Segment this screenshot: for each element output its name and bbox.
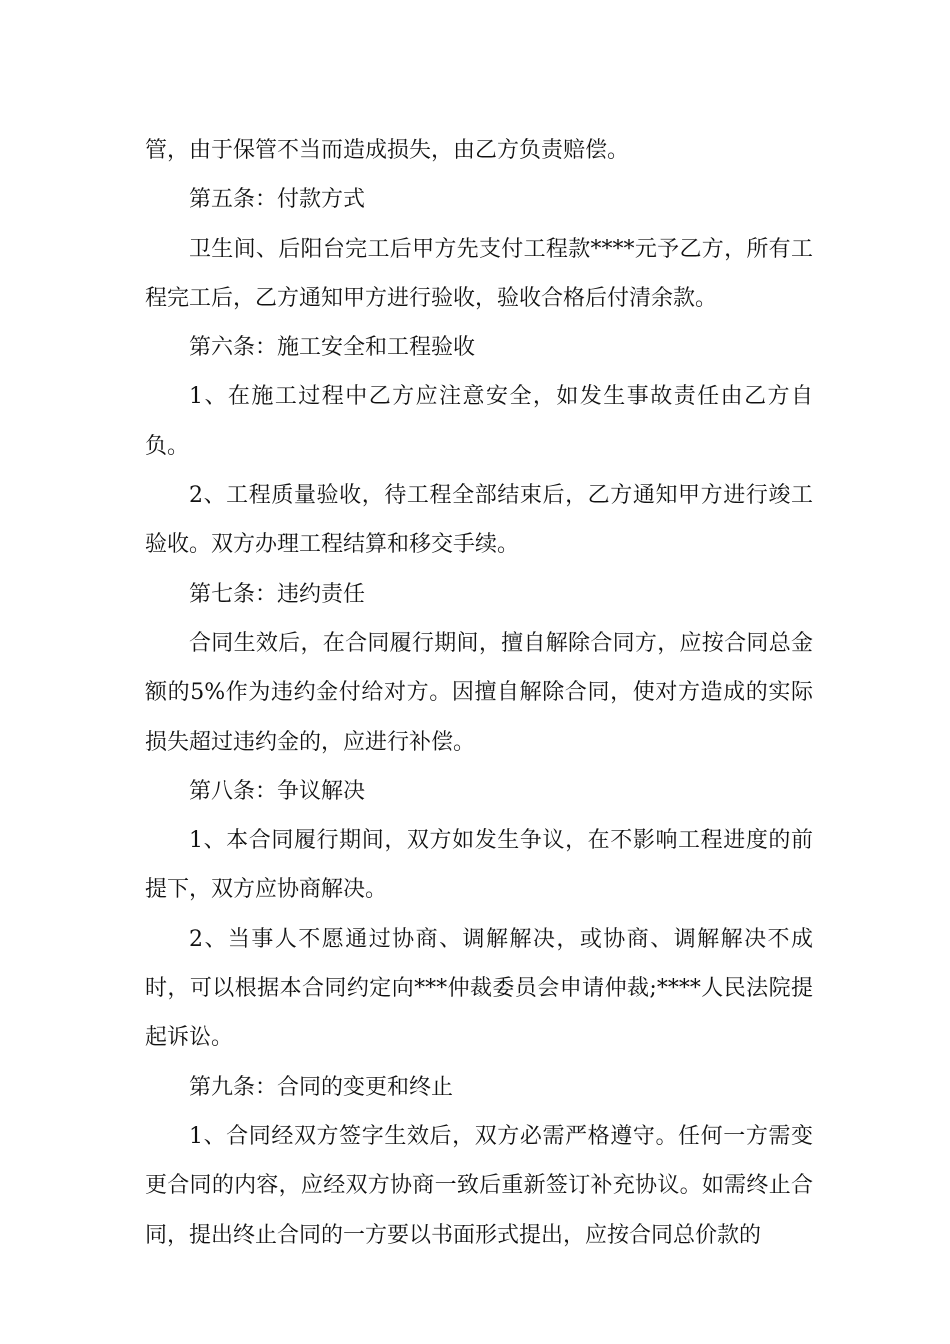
paragraph-acceptance-2: 2、工程质量验收，待工程全部结束后，乙方通知甲方进行竣工验收。双方办理工程结算和移交手续。 <box>145 483 813 558</box>
paragraph-continuation: 管，由于保管不当而造成损失，由乙方负责赔偿。 <box>145 138 630 163</box>
paragraph-dispute-2: 2、当事人不愿通过协商、调解解决，或协商、调解解决不成时，可以根据本合同约定向***仲裁委员会申请仲裁;****人民法院提起诉讼。 <box>145 926 813 1051</box>
section-heading-article-9: 第九条：合同的变更和终止 <box>189 1074 454 1100</box>
paragraph-change-termination-1: 1、合同经双方签字生效后，双方必需严格遵守。任何一方需变更合同的内容，应经双方协商一致后重新签订补充协议。如需终止合同，提出终止合同的一方要以书面形式提出，应按合同总价款的 <box>145 1123 813 1248</box>
paragraph-liability: 合同生效后，在合同履行期间，擅自解除合同方，应按合同总金额的5%作为违约金付给对方。因擅自解除合同，使对方造成的实际损失超过违约金的，应进行补偿。 <box>145 630 813 755</box>
section-heading-article-6: 第六条：施工安全和工程验收 <box>189 335 476 361</box>
document-body <box>145 126 813 1260</box>
paragraph-payment: 卫生间、后阳台完工后甲方先支付工程款****元予乙方，所有工程完工后，乙方通知甲方进行验收，验收合格后付清余款。 <box>145 236 813 311</box>
section-heading-article-5: 第五条：付款方式 <box>189 187 366 213</box>
paragraph-dispute-1: 1、本合同履行期间，双方如发生争议，在不影响工程进度的前提下，双方应协商解决。 <box>145 828 813 903</box>
section-heading-article-7: 第七条：违约责任 <box>189 581 366 607</box>
section-heading-article-8: 第八条：争议解决 <box>189 778 366 804</box>
paragraph-safety-1: 1、在施工过程中乙方应注意安全，如发生事故责任由乙方自负。 <box>145 384 813 459</box>
